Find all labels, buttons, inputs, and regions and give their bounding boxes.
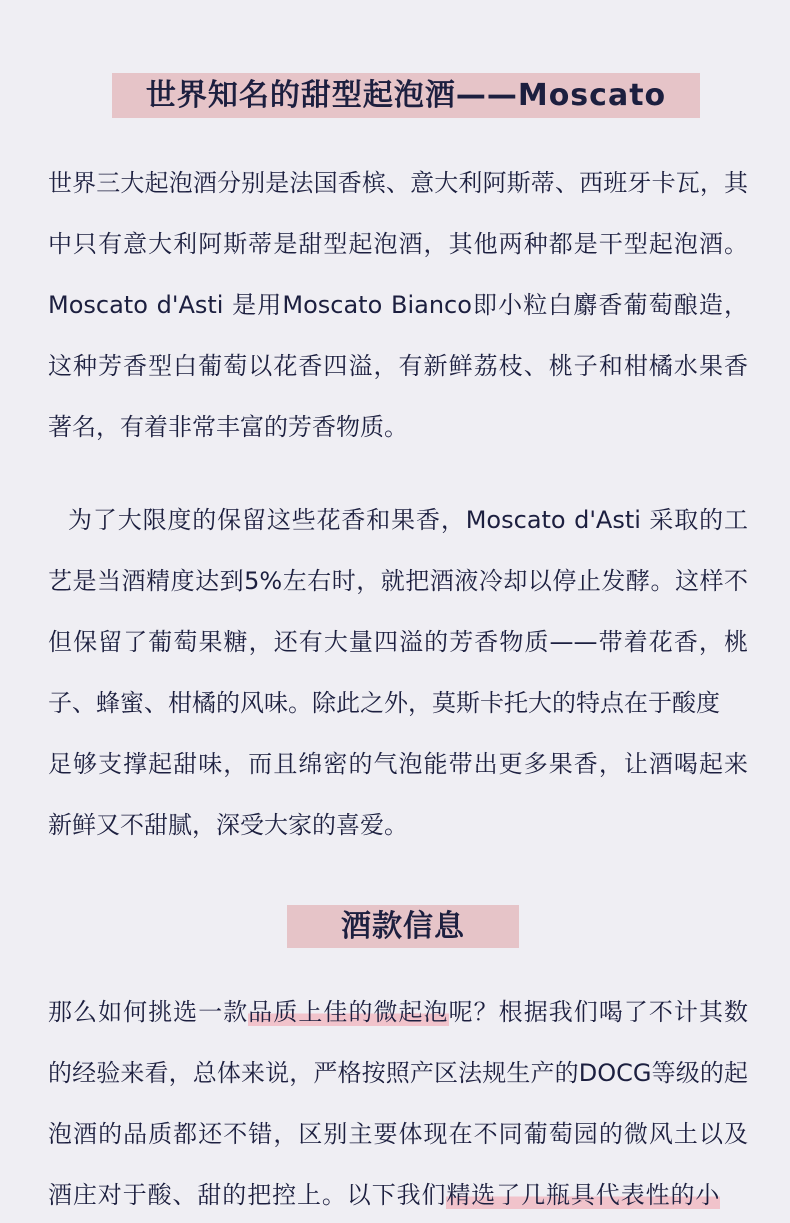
title-banner — [112, 73, 700, 118]
selection-line: 泡酒的品质都还不错，区别主要体现在不同葡萄园的微风土以及 — [48, 1120, 748, 1148]
process-line: 但保留了葡萄果糖，还有大量四溢的芳香物质——带着花香，桃 — [48, 628, 748, 656]
line-text: 呢？根据我们喝了不计其数 — [448, 998, 748, 1026]
process-line: 新鲜又不甜腻，深受大家的喜爱。 — [48, 811, 408, 839]
intro-line: 著名，有着非常丰富的芳香物质。 — [48, 413, 408, 441]
process-paragraph — [48, 490, 748, 856]
intro-paragraph — [48, 153, 748, 458]
process-line: 为了大限度的保留这些花香和果香，Moscato d'Asti 采取的工 — [68, 506, 748, 534]
selection-line — [48, 982, 748, 1043]
process-line: 子、蜂蜜、柑橘的风味。除此之外，莫斯卡托大的特点在于酸度 — [48, 689, 720, 717]
selection-paragraph — [48, 982, 748, 1222]
intro-line: Moscato d'Asti 是用Moscato Bianco即小粒白麝香葡萄酿造， — [48, 291, 748, 319]
intro-line: 世界三大起泡酒分别是法国香槟、意大利阿斯蒂、西班牙卡瓦，其 — [48, 169, 748, 197]
intro-line: 中只有意大利阿斯蒂是甜型起泡酒，其他两种都是干型起泡酒。 — [48, 230, 748, 258]
highlighted-phrase: 品质上佳的微起泡 — [248, 998, 449, 1026]
selection-line: 的经验来看，总体来说，严格按照产区法规生产的DOCG等级的起 — [48, 1059, 748, 1087]
section-heading-text: 酒款信息 — [341, 909, 465, 944]
highlighted-phrase: 精选了几瓶具代表性的小 — [446, 1181, 721, 1209]
section-heading-banner — [287, 905, 519, 948]
line-text: 那么如何挑选一款 — [48, 998, 249, 1026]
line-text: 酒庄对于酸、甜的把控上。以下我们 — [48, 1181, 447, 1209]
title-text: 世界知名的甜型起泡酒——Moscato — [145, 78, 667, 113]
intro-line: 这种芳香型白葡萄以花香四溢，有新鲜荔枝、桃子和柑橘水果香 — [48, 352, 748, 380]
process-line: 艺是当酒精度达到5%左右时，就把酒液冷却以停止发酵。这样不 — [48, 567, 748, 595]
process-line: 足够支撑起甜味，而且绵密的气泡能带出更多果香，让酒喝起来 — [48, 750, 748, 778]
selection-line — [48, 1165, 748, 1222]
